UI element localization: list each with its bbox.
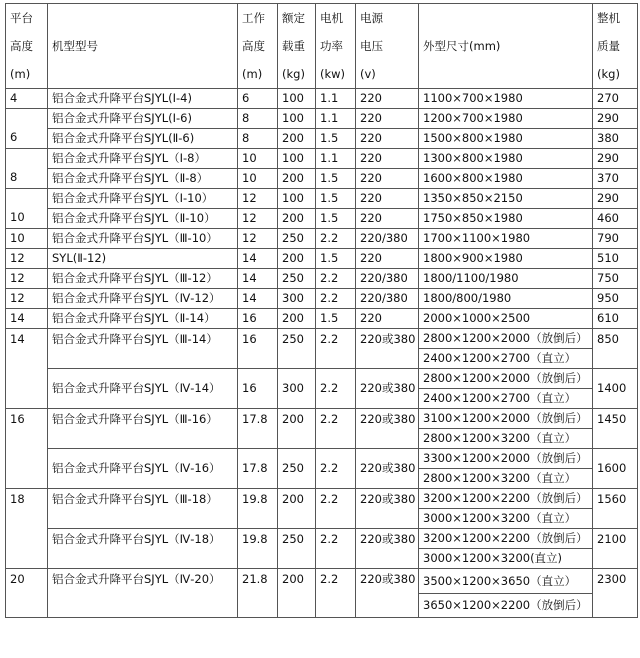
cell-height: 12 [6, 269, 48, 289]
cell-mass: 1450 [593, 409, 638, 449]
cell-power: 1.5 [316, 249, 356, 269]
header-voltage: 电源 电压 (v) [356, 4, 419, 89]
cell-model: 铝合金式升降平台SJYL（Ⅳ-12） [48, 289, 238, 309]
cell-work-height: 12 [238, 189, 278, 209]
cell-mass: 1400 [593, 369, 638, 409]
cell-mass: 380 [593, 129, 638, 149]
cell-power: 2.2 [316, 489, 356, 529]
cell-height: 8 [6, 149, 48, 189]
cell-height: 20 [6, 569, 48, 618]
cell-size: 1500×800×1980 [419, 129, 593, 149]
header-load: 额定 载重 (kg) [278, 4, 316, 89]
cell-model: 铝合金式升降平台SJYL(Ⅱ-6) [48, 129, 238, 149]
cell-power: 2.2 [316, 449, 356, 489]
cell-work-height: 14 [238, 249, 278, 269]
cell-work-height: 17.8 [238, 449, 278, 489]
cell-size: 1800/1100/1980 [419, 269, 593, 289]
table-row [6, 89, 638, 109]
cell-size: 3300×1200×2000（放倒后） [419, 449, 593, 469]
table-row [6, 189, 638, 209]
cell-size: 2800×1200×2000（放倒后） [419, 329, 593, 349]
cell-size: 1350×850×2150 [419, 189, 593, 209]
cell-work-height: 19.8 [238, 529, 278, 569]
cell-work-height: 16 [238, 369, 278, 409]
cell-size: 2400×1200×2700（直立） [419, 349, 593, 369]
cell-size: 2800×1200×3200（直立） [419, 429, 593, 449]
cell-work-height: 14 [238, 269, 278, 289]
cell-mass: 2100 [593, 529, 638, 569]
cell-model: 铝合金式升降平台SJYL（Ⅱ-10） [48, 209, 238, 229]
cell-load: 200 [278, 129, 316, 149]
cell-mass: 290 [593, 109, 638, 129]
cell-load: 250 [278, 269, 316, 289]
cell-load: 100 [278, 149, 316, 169]
cell-mass: 1560 [593, 489, 638, 529]
cell-model: 铝合金式升降平台SJYL（Ⅳ-18） [48, 529, 238, 569]
cell-height: 16 [6, 409, 48, 489]
cell-voltage: 220或380 [356, 529, 419, 569]
cell-model: 铝合金式升降平台SJYL（Ⅳ-20） [48, 569, 238, 618]
cell-load: 300 [278, 369, 316, 409]
cell-power: 1.1 [316, 109, 356, 129]
cell-load: 100 [278, 189, 316, 209]
cell-size: 3500×1200×3650（直立） [419, 569, 593, 594]
cell-size: 3000×1200×3200（直立） [419, 509, 593, 529]
table-row [6, 249, 638, 269]
cell-power: 1.1 [316, 89, 356, 109]
cell-power: 1.5 [316, 189, 356, 209]
cell-model: 铝合金式升降平台SJYL（Ⅱ-8） [48, 169, 238, 189]
table-row [6, 129, 638, 149]
table-row [6, 529, 638, 549]
cell-power: 2.2 [316, 569, 356, 618]
cell-mass: 460 [593, 209, 638, 229]
cell-model: 铝合金式升降平台SJYL（Ⅲ-18） [48, 489, 238, 529]
cell-size: 2800×1200×2000（放倒后） [419, 369, 593, 389]
cell-work-height: 10 [238, 169, 278, 189]
header-mass: 整机 质量 (kg) [593, 4, 638, 89]
table-row [6, 109, 638, 129]
cell-power: 2.2 [316, 289, 356, 309]
cell-power: 2.2 [316, 329, 356, 369]
cell-load: 200 [278, 169, 316, 189]
cell-load: 200 [278, 489, 316, 529]
table-row [6, 269, 638, 289]
table-row [6, 229, 638, 249]
cell-work-height: 21.8 [238, 569, 278, 618]
cell-voltage: 220或380 [356, 449, 419, 489]
cell-work-height: 16 [238, 329, 278, 369]
cell-voltage: 220 [356, 129, 419, 149]
cell-work-height: 6 [238, 89, 278, 109]
cell-model: 铝合金式升降平台SJYL（Ⅰ-10） [48, 189, 238, 209]
cell-mass: 1600 [593, 449, 638, 489]
cell-size: 1200×700×1980 [419, 109, 593, 129]
cell-load: 200 [278, 569, 316, 618]
cell-power: 2.2 [316, 369, 356, 409]
header-model: 机型型号 [48, 4, 238, 89]
cell-model: 铝合金式升降平台SJYL（Ⅰ-8） [48, 149, 238, 169]
cell-voltage: 220或380 [356, 489, 419, 529]
cell-work-height: 14 [238, 289, 278, 309]
cell-voltage: 220 [356, 149, 419, 169]
cell-size: 2000×1000×2500 [419, 309, 593, 329]
table-row [6, 369, 638, 389]
cell-height: 18 [6, 489, 48, 569]
cell-voltage: 220 [356, 189, 419, 209]
cell-height: 10 [6, 189, 48, 229]
cell-load: 200 [278, 309, 316, 329]
cell-size: 1800/800/1980 [419, 289, 593, 309]
cell-power: 1.5 [316, 309, 356, 329]
cell-model: 铝合金式升降平台SJYL(Ⅰ-4) [48, 89, 238, 109]
cell-voltage: 220或380 [356, 569, 419, 618]
cell-voltage: 220或380 [356, 409, 419, 449]
cell-load: 100 [278, 89, 316, 109]
cell-model: 铝合金式升降平台SJYL（Ⅱ-14） [48, 309, 238, 329]
cell-power: 1.5 [316, 209, 356, 229]
cell-size: 3650×1200×2200（放倒后） [419, 594, 593, 618]
cell-power: 2.2 [316, 529, 356, 569]
cell-size: 1100×700×1980 [419, 89, 593, 109]
table-row [6, 489, 638, 509]
cell-mass: 510 [593, 249, 638, 269]
cell-load: 100 [278, 109, 316, 129]
cell-model: 铝合金式升降平台SJYL（Ⅳ-14） [48, 369, 238, 409]
cell-model: 铝合金式升降平台SJYL(Ⅰ-6) [48, 109, 238, 129]
table-row [6, 449, 638, 469]
cell-size: 1300×800×1980 [419, 149, 593, 169]
table-row [6, 309, 638, 329]
cell-load: 250 [278, 529, 316, 569]
table-row [6, 149, 638, 169]
cell-mass: 270 [593, 89, 638, 109]
cell-load: 200 [278, 409, 316, 449]
header-size: 外型尺寸(mm) [419, 4, 593, 89]
cell-size: 1700×1100×1980 [419, 229, 593, 249]
cell-power: 2.2 [316, 229, 356, 249]
cell-work-height: 16 [238, 309, 278, 329]
cell-work-height: 12 [238, 229, 278, 249]
table-row [6, 329, 638, 349]
cell-voltage: 220/380 [356, 229, 419, 249]
cell-height: 4 [6, 89, 48, 109]
cell-size: 3100×1200×2000（放倒后） [419, 409, 593, 429]
cell-load: 300 [278, 289, 316, 309]
cell-load: 250 [278, 229, 316, 249]
table-row [6, 169, 638, 189]
cell-height: 14 [6, 309, 48, 329]
table-row [6, 289, 638, 309]
cell-voltage: 220 [356, 249, 419, 269]
cell-work-height: 8 [238, 109, 278, 129]
cell-work-height: 19.8 [238, 489, 278, 529]
cell-mass: 290 [593, 189, 638, 209]
cell-mass: 850 [593, 329, 638, 369]
cell-load: 250 [278, 449, 316, 489]
cell-size: 2400×1200×2700（直立） [419, 389, 593, 409]
cell-work-height: 17.8 [238, 409, 278, 449]
cell-load: 250 [278, 329, 316, 369]
cell-load: 200 [278, 249, 316, 269]
cell-mass: 790 [593, 229, 638, 249]
cell-size: 1600×800×1980 [419, 169, 593, 189]
cell-height: 10 [6, 229, 48, 249]
cell-height: 12 [6, 249, 48, 269]
cell-size: 1750×850×1980 [419, 209, 593, 229]
cell-power: 2.2 [316, 409, 356, 449]
spec-table [5, 3, 638, 618]
cell-voltage: 220 [356, 309, 419, 329]
cell-power: 2.2 [316, 269, 356, 289]
cell-model: 铝合金式升降平台SJYL（Ⅲ-16） [48, 409, 238, 449]
cell-size: 2800×1200×3200（直立） [419, 469, 593, 489]
cell-size: 3200×1200×2200（放倒后） [419, 529, 593, 549]
cell-height: 6 [6, 109, 48, 149]
cell-load: 200 [278, 209, 316, 229]
table-row [6, 409, 638, 429]
cell-height: 12 [6, 289, 48, 309]
cell-model: 铝合金式升降平台SJYL（Ⅲ-10） [48, 229, 238, 249]
cell-voltage: 220或380 [356, 329, 419, 369]
header-row [6, 4, 638, 89]
cell-voltage: 220/380 [356, 289, 419, 309]
cell-mass: 950 [593, 289, 638, 309]
cell-mass: 610 [593, 309, 638, 329]
cell-model: 铝合金式升降平台SJYL（Ⅲ-14） [48, 329, 238, 369]
cell-voltage: 220或380 [356, 369, 419, 409]
cell-mass: 370 [593, 169, 638, 189]
cell-voltage: 220 [356, 209, 419, 229]
cell-voltage: 220 [356, 89, 419, 109]
cell-model: SYL(Ⅱ-12) [48, 249, 238, 269]
header-work-height: 工作 高度 (m) [238, 4, 278, 89]
table-row [6, 209, 638, 229]
cell-size: 3000×1200×3200(直立) [419, 549, 593, 569]
cell-work-height: 10 [238, 149, 278, 169]
cell-voltage: 220/380 [356, 269, 419, 289]
cell-voltage: 220 [356, 169, 419, 189]
cell-model: 铝合金式升降平台SJYL（Ⅲ-12） [48, 269, 238, 289]
cell-mass: 2300 [593, 569, 638, 618]
cell-power: 1.1 [316, 149, 356, 169]
cell-mass: 290 [593, 149, 638, 169]
cell-mass: 750 [593, 269, 638, 289]
cell-work-height: 12 [238, 209, 278, 229]
cell-height: 14 [6, 329, 48, 409]
cell-size: 3200×1200×2200（放倒后） [419, 489, 593, 509]
cell-work-height: 8 [238, 129, 278, 149]
header-height: 平台 高度 (m) [6, 4, 48, 89]
cell-model: 铝合金式升降平台SJYL（Ⅳ-16） [48, 449, 238, 489]
cell-power: 1.5 [316, 129, 356, 149]
header-power: 电机 功率 (kw) [316, 4, 356, 89]
cell-voltage: 220 [356, 109, 419, 129]
cell-size: 1800×900×1980 [419, 249, 593, 269]
table-row [6, 569, 638, 594]
cell-power: 1.5 [316, 169, 356, 189]
